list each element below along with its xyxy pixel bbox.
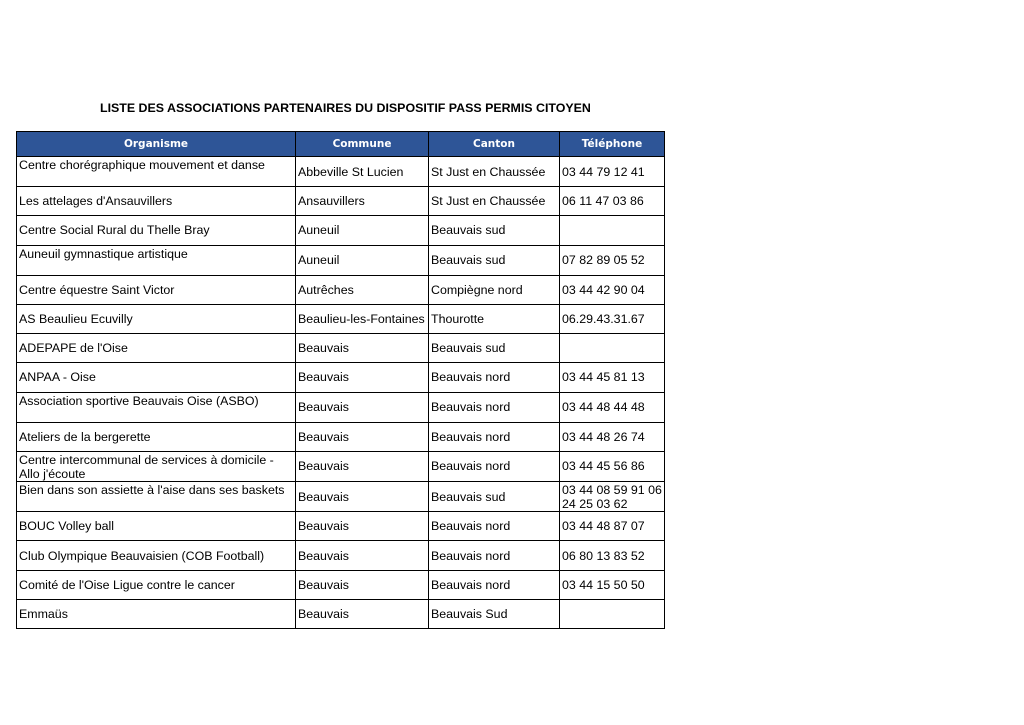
cell-canton: St Just en Chaussée xyxy=(429,187,560,216)
cell-commune: Beauvais xyxy=(296,392,429,422)
table-row xyxy=(17,422,665,451)
table-body xyxy=(17,157,665,629)
cell-telephone: 07 82 89 05 52 xyxy=(560,245,665,275)
table-row xyxy=(17,363,665,392)
cell-organisme: Auneuil gymnastique artistique xyxy=(17,245,296,275)
cell-organisme: BOUC Volley ball xyxy=(17,512,296,541)
cell-canton: Beauvais nord xyxy=(429,570,560,599)
cell-organisme: Association sportive Beauvais Oise (ASBO) xyxy=(17,392,296,422)
cell-commune: Abbeville St Lucien xyxy=(296,157,429,187)
cell-commune: Autrêches xyxy=(296,275,429,304)
cell-commune: Beauvais xyxy=(296,422,429,451)
cell-organisme: Les attelages d'Ansauvillers xyxy=(17,187,296,216)
cell-organisme: Centre équestre Saint Victor xyxy=(17,275,296,304)
cell-telephone: 03 44 45 56 86 xyxy=(560,451,665,481)
cell-telephone: 03 44 48 44 48 xyxy=(560,392,665,422)
header-canton: Canton xyxy=(429,132,560,157)
table-row xyxy=(17,245,665,275)
header-organisme: Organisme xyxy=(17,132,296,157)
cell-telephone: 06 80 13 83 52 xyxy=(560,541,665,570)
table-header-row xyxy=(17,132,665,157)
cell-canton: Beauvais nord xyxy=(429,451,560,481)
cell-canton: Beauvais nord xyxy=(429,541,560,570)
cell-canton: Thourotte xyxy=(429,304,560,333)
cell-telephone: 03 44 45 81 13 xyxy=(560,363,665,392)
header-commune: Commune xyxy=(296,132,429,157)
cell-telephone xyxy=(560,216,665,245)
table-row xyxy=(17,541,665,570)
cell-telephone: 03 44 15 50 50 xyxy=(560,570,665,599)
table-row xyxy=(17,570,665,599)
cell-canton: Beauvais sud xyxy=(429,216,560,245)
cell-telephone: 03 44 08 59 91 06 24 25 03 62 xyxy=(560,482,665,512)
table-row xyxy=(17,392,665,422)
cell-commune: Beauvais xyxy=(296,451,429,481)
cell-commune: Beauvais xyxy=(296,334,429,363)
cell-organisme: Centre chorégraphique mouvement et danse xyxy=(17,157,296,187)
cell-commune: Beauvais xyxy=(296,363,429,392)
cell-telephone: 06 11 47 03 86 xyxy=(560,187,665,216)
cell-organisme: ADEPAPE de l'Oise xyxy=(17,334,296,363)
cell-telephone xyxy=(560,334,665,363)
table-row xyxy=(17,275,665,304)
cell-commune: Beauvais xyxy=(296,570,429,599)
cell-commune: Beauvais xyxy=(296,512,429,541)
cell-commune: Auneuil xyxy=(296,216,429,245)
cell-canton: Beauvais nord xyxy=(429,512,560,541)
cell-commune: Beauvais xyxy=(296,599,429,628)
cell-canton: Beauvais nord xyxy=(429,422,560,451)
cell-organisme: Centre intercommunal de services à domicile - Allo j'écoute xyxy=(17,451,296,481)
cell-organisme: Centre Social Rural du Thelle Bray xyxy=(17,216,296,245)
cell-commune: Auneuil xyxy=(296,245,429,275)
cell-organisme: AS Beaulieu Ecuvilly xyxy=(17,304,296,333)
cell-telephone: 03 44 48 87 07 xyxy=(560,512,665,541)
cell-canton: Beauvais sud xyxy=(429,245,560,275)
table-row xyxy=(17,157,665,187)
cell-canton: Beauvais nord xyxy=(429,392,560,422)
cell-commune: Beaulieu-les-Fontaines xyxy=(296,304,429,333)
cell-telephone xyxy=(560,599,665,628)
cell-telephone: 03 44 48 26 74 xyxy=(560,422,665,451)
cell-commune: Beauvais xyxy=(296,482,429,512)
table-row xyxy=(17,187,665,216)
cell-canton: Beauvais nord xyxy=(429,363,560,392)
cell-organisme: Comité de l'Oise Ligue contre le cancer xyxy=(17,570,296,599)
cell-organisme: Bien dans son assiette à l'aise dans ses baskets xyxy=(17,482,296,512)
cell-organisme: ANPAA - Oise xyxy=(17,363,296,392)
table-row xyxy=(17,451,665,481)
cell-canton: Beauvais sud xyxy=(429,482,560,512)
cell-organisme: Ateliers de la bergerette xyxy=(17,422,296,451)
table-row xyxy=(17,304,665,333)
cell-commune: Beauvais xyxy=(296,541,429,570)
cell-commune: Ansauvillers xyxy=(296,187,429,216)
cell-organisme: Emmaüs xyxy=(17,599,296,628)
table-row xyxy=(17,512,665,541)
cell-canton: St Just en Chaussée xyxy=(429,157,560,187)
associations-table xyxy=(16,131,665,629)
table-row xyxy=(17,216,665,245)
cell-canton: Beauvais sud xyxy=(429,334,560,363)
table-row xyxy=(17,599,665,628)
table-row xyxy=(17,334,665,363)
cell-canton: Beauvais Sud xyxy=(429,599,560,628)
table-row xyxy=(17,482,665,512)
cell-telephone: 03 44 42 90 04 xyxy=(560,275,665,304)
cell-telephone: 03 44 79 12 41 xyxy=(560,157,665,187)
cell-telephone: 06.29.43.31.67 xyxy=(560,304,665,333)
header-telephone: Téléphone xyxy=(560,132,665,157)
cell-organisme: Club Olympique Beauvaisien (COB Football) xyxy=(17,541,296,570)
document-title: LISTE DES ASSOCIATIONS PARTENAIRES DU DISPOSITIF PASS PERMIS CITOYEN xyxy=(100,101,591,115)
cell-canton: Compiègne nord xyxy=(429,275,560,304)
